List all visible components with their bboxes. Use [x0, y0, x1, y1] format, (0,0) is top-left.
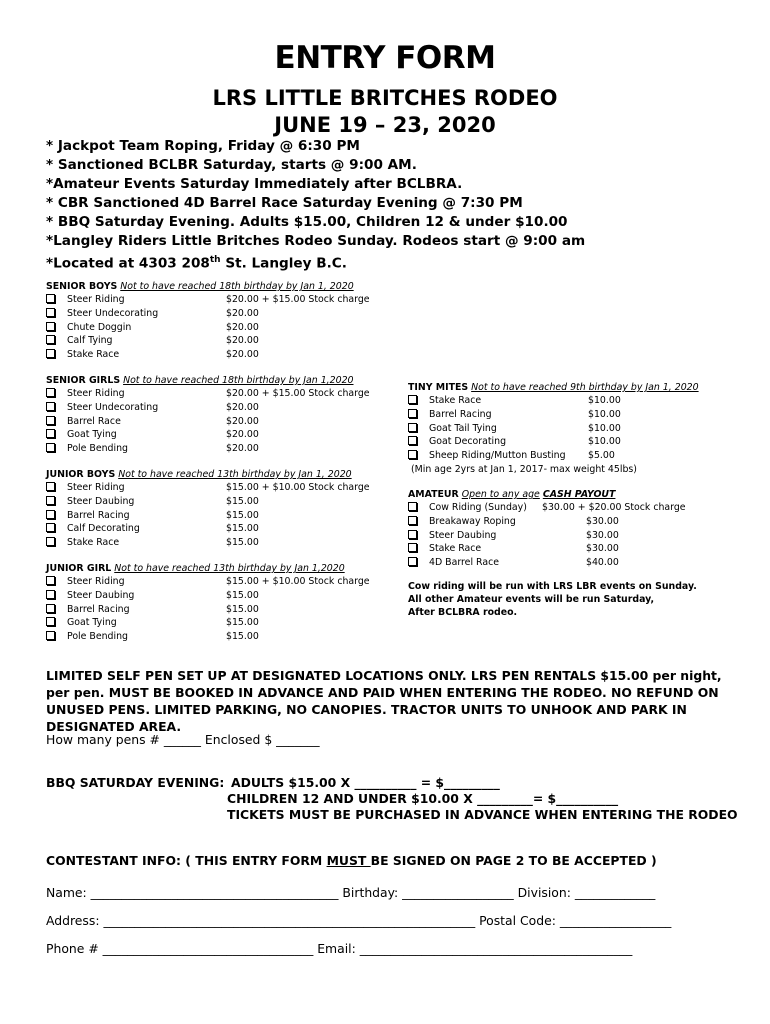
checkbox[interactable] [46, 416, 55, 425]
section-title: SENIOR BOYS [46, 281, 118, 292]
event-barrel-racing[interactable]: Barrel Racing $15.00 [46, 509, 352, 523]
phone-email-field[interactable]: Phone # __________________________________ Email: ____________________________________________ [46, 941, 633, 956]
checkbox[interactable] [408, 409, 417, 418]
checkbox[interactable] [408, 530, 417, 539]
section-amateur [408, 488, 686, 570]
section-senior-girls [46, 374, 370, 456]
section-junior-boys [46, 468, 370, 550]
event-pole-bending[interactable]: Pole Bending $20.00 [46, 442, 354, 456]
event-steer-daubing[interactable]: Steer Daubing $30.00 [408, 529, 615, 543]
event-calf-tying[interactable]: Calf Tying $20.00 [46, 334, 354, 348]
event-steer-daubing[interactable]: Steer Daubing $15.00 [46, 495, 352, 509]
form-title: ENTRY FORM [274, 40, 496, 76]
checkbox[interactable] [408, 395, 417, 404]
event-goat-decorating[interactable]: Goat Decorating $10.00 [408, 435, 699, 449]
checkbox[interactable] [46, 617, 55, 626]
checkbox[interactable] [408, 502, 417, 511]
section-senior-boys [46, 280, 370, 362]
name-birthday-division-field[interactable]: Name: ________________________________________ Birthday: __________________ Division: _____________ [46, 885, 656, 900]
bbq-children-field[interactable]: CHILDREN 12 AND UNDER $10.00 X _________= $__________ [227, 791, 619, 806]
event-4d-barrel-race[interactable]: 4D Barrel Race $40.00 [408, 556, 615, 570]
bullet-4d-barrel: * CBR Sanctioned 4D Barrel Race Saturday Evening @ 7:30 PM [46, 195, 523, 211]
address-postal-field[interactable]: Address: ____________________________________________________________ Postal Code: __________________ [46, 913, 672, 928]
bullet-jackpot: * Jackpot Team Roping, Friday @ 6:30 PM [46, 138, 360, 154]
event-breakaway-roping[interactable]: Breakaway Roping $30.00 [408, 515, 615, 529]
checkbox[interactable] [408, 543, 417, 552]
tiny-mites-footnote: (Min age 2yrs at Jan 1, 2017- max weight 45lbs) [411, 463, 637, 475]
amateur-note-1: Cow riding will be run with LRS LBR events on Sunday. [408, 581, 697, 592]
checkbox[interactable] [46, 576, 55, 585]
checkbox[interactable] [46, 631, 55, 640]
checkbox[interactable] [46, 523, 55, 532]
section-junior-girl [46, 562, 370, 644]
age-note: Not to have reached 18th birthday by Jan 1,2020 [123, 375, 354, 386]
pens-count-field[interactable]: How many pens # ______ Enclosed $ _______ [46, 732, 320, 747]
bullet-bbq: * BBQ Saturday Evening. Adults $15.00, Children 12 & under $10.00 [46, 214, 568, 230]
event-steer-undecorating[interactable]: Steer Undecorating $20.00 [46, 401, 354, 415]
bullet-amateur: *Amateur Events Saturday Immediately after BCLBRA. [46, 176, 463, 192]
checkbox[interactable] [46, 510, 55, 519]
bullet-langley: *Langley Riders Little Britches Rodeo Sunday. Rodeos start @ 9:00 am [46, 233, 586, 249]
checkbox[interactable] [46, 604, 55, 613]
event-steer-undecorating[interactable]: Steer Undecorating $20.00 [46, 307, 354, 321]
checkbox[interactable] [46, 402, 55, 411]
age-note: Not to have reached 13th birthday by Jan 1,2020 [114, 563, 345, 574]
event-steer-riding[interactable]: Steer Riding $20.00 + $15.00 Stock charge [46, 293, 354, 307]
bbq-tickets-note: TICKETS MUST BE PURCHASED IN ADVANCE WHEN ENTERING THE RODEO [227, 807, 738, 822]
checkbox[interactable] [46, 294, 55, 303]
event-stake-race[interactable]: Stake Race $20.00 [46, 348, 354, 362]
event-name: LRS LITTLE BRITCHES RODEO [212, 86, 558, 110]
event-pole-bending[interactable]: Pole Bending $15.00 [46, 630, 345, 644]
bullet-location: *Located at 4303 208th St. Langley B.C. [46, 255, 347, 272]
event-barrel-racing[interactable]: Barrel Racing $10.00 [408, 408, 699, 422]
checkbox[interactable] [408, 557, 417, 566]
checkbox[interactable] [46, 482, 55, 491]
pens-notice: LIMITED SELF PEN SET UP AT DESIGNATED LOCATIONS ONLY. LRS PEN RENTALS $15.00 per night, per pen. MUST BE BOOKED IN ADVANCE AND PAID WHEN ENTERING THE RODEO. NO REFUND ON UNUSED PENS. LIMITED PARKING, NO CANOPIES. TRACTOR UNITS TO UNHOOK AND PARK IN DESIGNATED AREA. [46, 668, 722, 734]
checkbox[interactable] [46, 496, 55, 505]
amateur-note-3: After BCLBRA rodeo. [408, 607, 518, 618]
checkbox[interactable] [46, 349, 55, 358]
event-chute-doggin[interactable]: Chute Doggin $20.00 [46, 321, 354, 335]
section-title: JUNIOR BOYS [46, 469, 116, 480]
age-note: Not to have reached 18th birthday by Jan 1, 2020 [120, 281, 354, 292]
section-title: AMATEUR [408, 489, 459, 500]
bbq-adults-field[interactable]: ADULTS $15.00 X __________ = $_________ [231, 775, 500, 790]
section-tiny-mites [408, 381, 699, 477]
event-stake-race[interactable]: Stake Race $15.00 [46, 536, 352, 550]
section-title: JUNIOR GIRL [46, 563, 112, 574]
section-title: TINY MITES [408, 382, 469, 393]
checkbox[interactable] [46, 322, 55, 331]
event-mutton-busting[interactable]: Sheep Riding/Mutton Busting $5.00 [408, 449, 699, 463]
checkbox[interactable] [408, 423, 417, 432]
age-note: Not to have reached 9th birthday by Jan 1, 2020 [471, 382, 699, 393]
contestant-heading: CONTESTANT INFO: ( THIS ENTRY FORM MUST BE SIGNED ON PAGE 2 TO BE ACCEPTED ) [46, 853, 657, 868]
event-goat-tail-tying[interactable]: Goat Tail Tying $10.00 [408, 422, 699, 436]
age-note: Not to have reached 13th birthday by Jan 1, 2020 [118, 469, 352, 480]
event-goat-tying[interactable]: Goat Tying $20.00 [46, 428, 354, 442]
checkbox[interactable] [408, 516, 417, 525]
event-calf-decorating[interactable]: Calf Decorating $15.00 [46, 522, 352, 536]
checkbox[interactable] [46, 537, 55, 546]
checkbox[interactable] [46, 590, 55, 599]
event-barrel-racing[interactable]: Barrel Racing $15.00 [46, 603, 345, 617]
checkbox[interactable] [46, 443, 55, 452]
age-note: Open to any age [461, 489, 540, 500]
event-goat-tying[interactable]: Goat Tying $15.00 [46, 616, 345, 630]
event-barrel-race[interactable]: Barrel Race $20.00 [46, 415, 354, 429]
checkbox[interactable] [408, 436, 417, 445]
checkbox[interactable] [46, 335, 55, 344]
event-steer-riding[interactable]: Steer Riding $20.00 + $15.00 Stock charge [46, 387, 354, 401]
event-stake-race[interactable]: Stake Race $10.00 [408, 394, 699, 408]
event-steer-daubing[interactable]: Steer Daubing $15.00 [46, 589, 345, 603]
cash-payout: CASH PAYOUT [542, 489, 616, 500]
event-steer-riding[interactable]: Steer Riding $15.00 + $10.00 Stock charge [46, 481, 352, 495]
event-stake-race[interactable]: Stake Race $30.00 [408, 542, 615, 556]
event-dates: JUNE 19 – 23, 2020 [274, 113, 496, 137]
checkbox[interactable] [46, 308, 55, 317]
bullet-bclbr: * Sanctioned BCLBR Saturday, starts @ 9:00 AM. [46, 157, 417, 173]
checkbox[interactable] [408, 450, 417, 459]
section-title: SENIOR GIRLS [46, 375, 121, 386]
event-cow-riding[interactable]: Cow Riding (Sunday) $30.00 + $20.00 Stock charge [408, 501, 615, 515]
checkbox[interactable] [46, 429, 55, 438]
checkbox[interactable] [46, 388, 55, 397]
event-steer-riding[interactable]: Steer Riding $15.00 + $10.00 Stock charge [46, 575, 345, 589]
bbq-label: BBQ SATURDAY EVENING: [46, 775, 225, 790]
amateur-note-2: All other Amateur events will be run Saturday, [408, 594, 655, 605]
